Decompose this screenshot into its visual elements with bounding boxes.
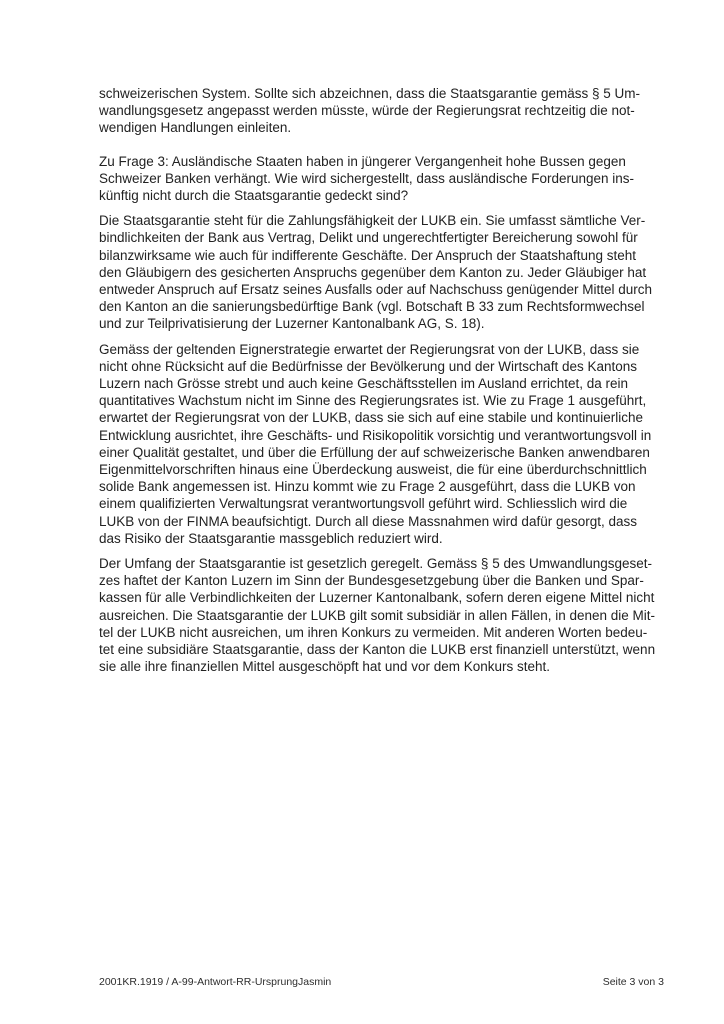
text-line: kassen für alle Verbindlichkeiten der Luzerner Kantonalbank, sofern deren eigene Mittel nicht: [99, 590, 655, 606]
paragraph-zahlungsfaehigkeit: [99, 212, 659, 332]
text-line: Schweizer Banken verhängt. Wie wird sichergestellt, dass ausländische Forderungen ins-: [99, 170, 635, 186]
text-line: ausreichen. Die Staatsgarantie der LUKB gilt somit subsidiär in allen Fällen, in denen die Mit-: [99, 607, 656, 623]
text-line: solide Bank angemessen ist. Hinzu kommt wie zu Frage 2 ausgeführt, dass die LUKB von: [99, 479, 636, 495]
text-line: entweder Anspruch auf Ersatz seines Ausfalls oder auf Nachschuss genügender Mittel durch: [99, 282, 653, 298]
paragraph-umfang-staatsgarantie: [99, 555, 659, 675]
text-line: LUKB von der FINMA beaufsichtigt. Durch all diese Massnahmen wird dafür gesorgt, dass: [99, 513, 638, 529]
text-line: bindlichkeiten der Bank aus Vertrag, Delikt und ungerechtfertigter Bereicherung sowohl für: [99, 230, 638, 246]
text-line: wandlungsgesetz angepasst werden müsste, würde der Regierungsrat rechtzeitig die not-: [99, 103, 635, 119]
text-line: bilanzwirksame wie auch für indifferente Geschäfte. Der Anspruch der Staatshaftung steht: [99, 247, 637, 263]
text-line: tel der LUKB nicht ausreichen, um ihren Konkurs zu vermeiden. Mit anderen Worten bedeu-: [99, 624, 648, 640]
text-line: Die Staatsgarantie steht für die Zahlungsfähigkeit der LUKB ein. Sie umfasst sämtliche Ver-: [99, 213, 646, 229]
text-line: einem qualifizierten Verwaltungsrat verantwortungsvoll geführt wird. Schliesslich wird die: [99, 496, 628, 512]
text-line: quantitatives Wachstum nicht im Sinne des Regierungsrates ist. Wie zu Frage 1 ausgeführt,: [99, 393, 647, 409]
text-line: den Kanton an die sanierungsbedürftige Bank (vgl. Botschaft B 33 zum Rechtsformwechsel: [99, 299, 645, 315]
text-line: Eigenmittelvorschriften hinaus eine Überdeckung ausweist, die für eine überdurchschnittlich: [99, 462, 647, 478]
paragraph-staatsgarantie-anpassung: [99, 85, 659, 137]
footer-page-number: Seite 3 von 3: [602, 976, 664, 988]
text-body: [99, 85, 659, 684]
text-line: Gemäss der geltenden Eignerstrategie erwartet der Regierungsrat von der LUKB, dass sie: [99, 341, 640, 357]
paragraph-frage-3: [99, 153, 659, 205]
text-line: Luzern nach Grösse strebt und auch keine Geschäftsstellen im Ausland errichtet, da rein: [99, 376, 629, 392]
text-line: sie alle ihre finanziellen Mittel ausgeschöpft hat und vor dem Konkurs steht.: [99, 659, 550, 675]
text-line: den Gläubigern des gesicherten Anspruchs gegenüber dem Kanton zu. Jeder Gläubiger hat: [99, 264, 647, 280]
text-line: einer Qualität gestaltet, und über die Erfüllung der auf schweizerische Banken anwendbaren: [99, 444, 650, 460]
text-line: nicht ohne Rücksicht auf die Bedürfnisse der Bevölkerung und der Wirtschaft des Kantons: [99, 358, 638, 374]
text-line: erwartet der Regierungsrat von der LUKB, dass sie sich auf eine stabile und kontinuierliche: [99, 410, 644, 426]
text-line: Zu Frage 3: Ausländische Staaten haben in jüngerer Vergangenheit hohe Bussen gegen: [99, 153, 626, 169]
paragraph-eignerstrategie: [99, 341, 659, 547]
text-line: künftig nicht durch die Staatsgarantie gedeckt sind?: [99, 188, 409, 204]
text-line: das Risiko der Staatsgarantie massgeblich reduziert wird.: [99, 530, 443, 546]
page-footer: [99, 976, 664, 989]
text-line: tet eine subsidiäre Staatsgarantie, dass der Kanton die LUKB erst finanziell unterstützt, wenn: [99, 642, 656, 658]
text-line: Der Umfang der Staatsgarantie ist gesetzlich geregelt. Gemäss § 5 des Umwandlungsgeset-: [99, 556, 653, 572]
footer-reference: 2001KR.1919 / A-99-Antwort-RR-UrsprungJasmin: [99, 976, 332, 988]
text-line: wendigen Handlungen einleiten.: [99, 120, 292, 136]
text-line: zes haftet der Kanton Luzern im Sinn der Bundesgesetzgebung über die Banken und Spar-: [99, 573, 644, 589]
text-line: Entwicklung ausrichtet, ihre Geschäfts- und Risikopolitik vorsichtig und verantwortungsvoll in: [99, 427, 652, 443]
text-line: schweizerischen System. Sollte sich abzeichnen, dass die Staatsgarantie gemäss § 5 Um-: [99, 86, 641, 101]
text-line: und zur Teilprivatisierung der Luzerner Kantonalbank AG, S. 18).: [99, 316, 485, 332]
